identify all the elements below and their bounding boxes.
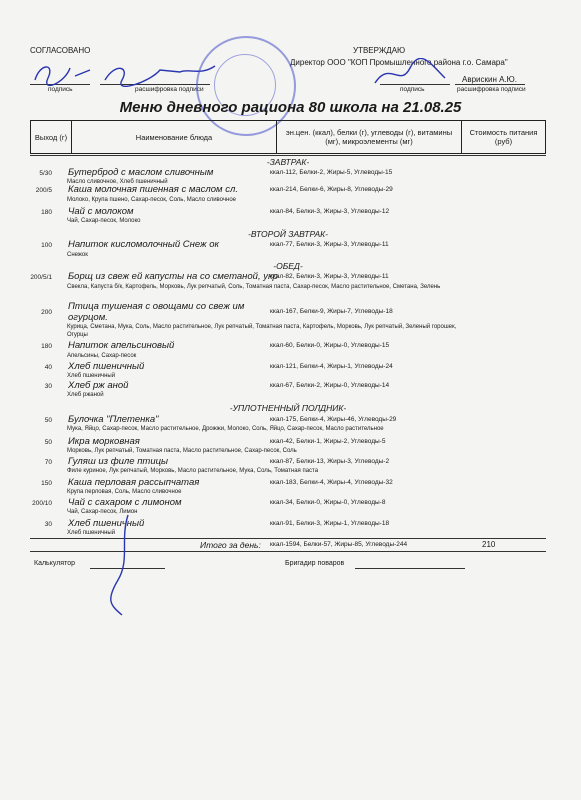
- decode-label-left: расшифровка подписи: [135, 86, 204, 93]
- col-yield: Выход (г): [31, 121, 72, 154]
- approved-label: УТВЕРЖДАЮ: [353, 46, 406, 55]
- page-title: Меню дневного рациона 80 школа на 21.08.25: [119, 99, 462, 116]
- sig-label-right: подпись: [400, 86, 425, 93]
- signature-left: [30, 58, 220, 88]
- menu-table-header: [30, 120, 546, 154]
- col-nutrition: эн.цен. (ккал), белки (г), углеводы (г), витамины (мг), микроэлементы (мг): [277, 121, 462, 154]
- chef-label: Бригадир поваров: [285, 560, 345, 567]
- total-nutrition: ккал-1594, Белки-57, Жиры-85, Углеводы-244: [270, 541, 408, 548]
- sig-label-left: подпись: [48, 86, 73, 93]
- signature-right: [370, 58, 450, 88]
- decode-label-right: расшифровка подписи: [457, 86, 526, 93]
- total-price: 210: [482, 540, 496, 549]
- section-breakfast: -ЗАВТРАК-: [266, 157, 310, 167]
- section-snack: -УПЛОТНЕННЫЙ ПОЛДНИК-: [229, 403, 347, 413]
- pen-stroke: [100, 510, 140, 620]
- section-second-breakfast: -ВТОРОЙ ЗАВТРАК-: [248, 229, 328, 239]
- director-name: Аврискин А.Ю.: [462, 75, 517, 84]
- agreed-label: СОГЛАСОВАНО: [30, 46, 91, 55]
- calculator-label: Калькулятор: [34, 560, 75, 567]
- total-label: Итого за день:: [200, 540, 261, 550]
- director-title: Директор ООО "КОП Промышленного района г.о. Самара": [290, 58, 508, 67]
- section-lunch: -ОБЕД-: [273, 261, 303, 271]
- col-dish: Наименование блюда: [72, 121, 277, 154]
- col-price: Стоимость питания (руб): [462, 121, 546, 154]
